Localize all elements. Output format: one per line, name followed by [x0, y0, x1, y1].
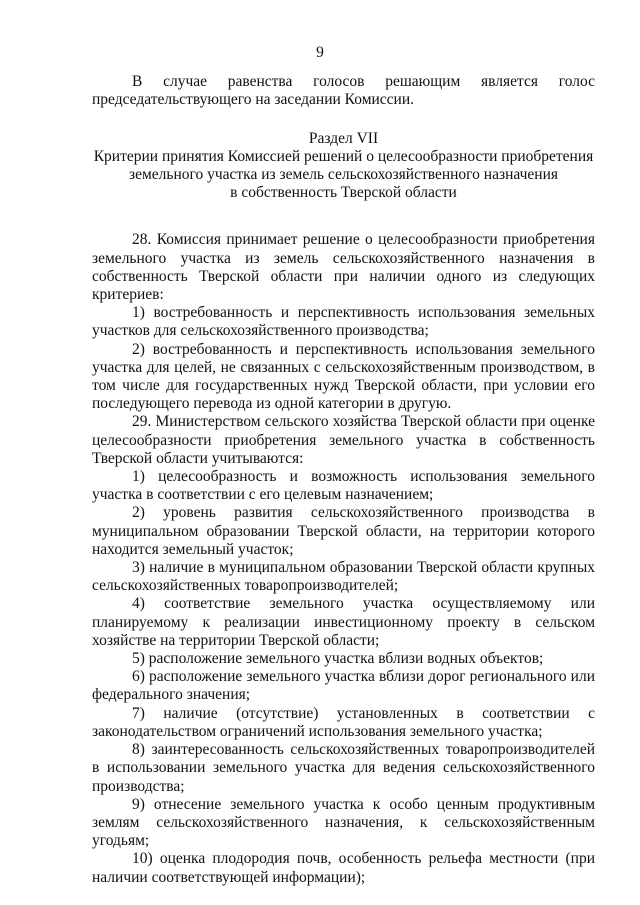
section-title-line: в собственность Тверской области	[230, 184, 457, 202]
document-body	[92, 73, 595, 887]
list-item: 2) востребованность и перспективность использования земельного участка для целей, не связанных с сельскохозяйственным производством, в том числе для государственных нужд Тверской области, при условии его последующего перевода из одной категории в другую.	[92, 340, 595, 413]
list-item: 9) отнесение земельного участка к особо ценным продуктивным землям сельскохозяйственного назначения, к сельскохозяйственным угодьям;	[92, 795, 595, 850]
list-item: 6) расположение земельного участка вблизи дорог регионального или федерального значения;	[92, 668, 595, 704]
list-item: 7) наличие (отсутствие) установленных в соответствии с законодательством ограничений использования земельного участка;	[92, 704, 595, 740]
list-item: 1) востребованность и перспективность использования земельных участков для сельскохозяйственного производства;	[92, 304, 595, 340]
page-number: 9	[316, 44, 324, 61]
list-item: 10) оценка плодородия почв, особенность рельефа местности (при наличии соответствующей информации);	[92, 850, 595, 886]
list-item: 8) заинтересованность сельскохозяйственных товаропроизводителей в использовании земельного участка для ведения сельскохозяйственного производства;	[92, 741, 595, 795]
section-title-line: Критерии принятия Комиссией решений о целесообразности приобретения	[93, 148, 594, 166]
section-heading: Раздел VII	[308, 130, 379, 148]
paragraph-29: 29. Министерством сельского хозяйства Тверской области при оценке целесообразности приобретения земельного участка в собственность Тверской области учитываются:	[92, 413, 595, 467]
intro-paragraph: В случае равенства голосов решающим является голос председательствующего на заседании Комиссии.	[92, 73, 595, 109]
list-item: 4) соответствие земельного участка осуществляемому или планируемому к реализации инвестиционному проекту в сельском хозяйстве на территории Тверской области;	[92, 595, 595, 649]
section-header	[92, 130, 595, 202]
paragraph-28: 28. Комиссия принимает решение о целесообразности приобретения земельного участка из земель сельскохозяйственного назначения в собственность Тверской области при наличии одного из следующих критериев:	[92, 231, 595, 304]
list-item: 5) расположение земельного участка вблизи водных объектов;	[132, 650, 544, 668]
list-item: 2) уровень развития сельскохозяйственного производства в муниципальном образовании Тверской области, на территории которого находится земельный участок;	[92, 504, 595, 558]
list-item: 3) наличие в муниципальном образовании Тверской области крупных сельскохозяйственных товаропроизводителей;	[92, 559, 595, 595]
list-item: 1) целесообразность и возможность использования земельного участка в соответствии с его целевым назначением;	[92, 468, 595, 504]
section-title-line: земельного участка из земель сельскохозяйственного назначения	[128, 166, 559, 184]
